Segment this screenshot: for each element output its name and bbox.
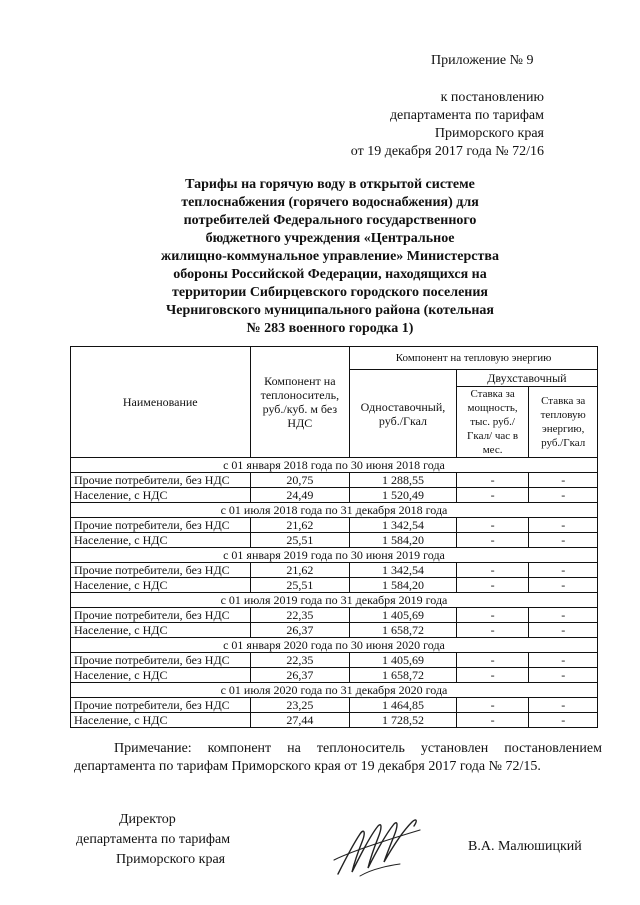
- energy-rate-value: -: [529, 698, 598, 713]
- carrier-value: 26,37: [250, 668, 350, 683]
- capacity-value: -: [456, 698, 529, 713]
- energy-rate-value: -: [529, 533, 598, 548]
- carrier-value: 27,44: [250, 713, 350, 728]
- appendix-region: Приморского края: [434, 126, 544, 141]
- header-energy: Компонент на тепловую энергию: [350, 347, 598, 370]
- consumer-name: Население, с НДС: [71, 623, 251, 638]
- period-row: [71, 638, 598, 653]
- title-line: Тарифы на горячую воду в открытой системе: [185, 177, 475, 192]
- appendix-reference: к постановлению: [440, 90, 544, 105]
- one-rate-value: 1 728,52: [350, 713, 457, 728]
- period-row: [71, 503, 598, 518]
- energy-rate-value: -: [529, 488, 598, 503]
- header-carrier: Компонент на теплоноситель, руб./куб. м без НДС: [250, 347, 350, 458]
- table-row: [71, 668, 598, 683]
- table-body: [71, 458, 598, 728]
- period-label: с 01 января 2019 года по 30 июня 2019 года: [71, 548, 598, 563]
- capacity-value: -: [456, 473, 529, 488]
- table-row: [71, 518, 598, 533]
- consumer-name: Прочие потребители, без НДС: [71, 698, 251, 713]
- carrier-value: 21,62: [250, 518, 350, 533]
- table-row: [71, 698, 598, 713]
- header-name: Наименование: [71, 347, 251, 458]
- consumer-name: Прочие потребители, без НДС: [71, 653, 251, 668]
- table-row: [71, 623, 598, 638]
- carrier-value: 25,51: [250, 578, 350, 593]
- tariff-table: [70, 346, 598, 728]
- consumer-name: Прочие потребители, без НДС: [71, 608, 251, 623]
- period-label: с 01 июля 2019 года по 31 декабря 2019 года: [71, 593, 598, 608]
- title-line: территории Сибирцевского городского поселения: [171, 285, 488, 300]
- period-row: [71, 593, 598, 608]
- signer-department: департамента по тарифам: [76, 832, 231, 847]
- table-row: [71, 473, 598, 488]
- capacity-value: -: [456, 518, 529, 533]
- one-rate-value: 1 658,72: [350, 668, 457, 683]
- one-rate-value: 1 405,69: [350, 653, 457, 668]
- consumer-name: Население, с НДС: [71, 533, 251, 548]
- energy-rate-value: -: [529, 668, 598, 683]
- table-row: [71, 563, 598, 578]
- signer-region: Приморского края: [116, 852, 226, 867]
- consumer-name: Население, с НДС: [71, 668, 251, 683]
- consumer-name: Население, с НДС: [71, 713, 251, 728]
- one-rate-value: 1 520,49: [350, 488, 457, 503]
- carrier-value: 22,35: [250, 653, 350, 668]
- consumer-name: Прочие потребители, без НДС: [71, 563, 251, 578]
- capacity-value: -: [456, 563, 529, 578]
- consumer-name: Прочие потребители, без НДС: [71, 473, 251, 488]
- header-one-rate: Одноставочный, руб./Гкал: [350, 370, 457, 458]
- carrier-value: 26,37: [250, 623, 350, 638]
- one-rate-value: 1 584,20: [350, 533, 457, 548]
- energy-rate-value: -: [529, 578, 598, 593]
- one-rate-value: 1 342,54: [350, 518, 457, 533]
- one-rate-value: 1 464,85: [350, 698, 457, 713]
- one-rate-value: 1 658,72: [350, 623, 457, 638]
- table-row: [71, 653, 598, 668]
- header-two-rate: Двухставочный: [456, 370, 597, 387]
- capacity-value: -: [456, 623, 529, 638]
- one-rate-value: 1 288,55: [350, 473, 457, 488]
- signer-position: Директор: [119, 812, 176, 827]
- consumer-name: Население, с НДС: [71, 488, 251, 503]
- period-label: с 01 января 2018 года по 30 июня 2018 года: [71, 458, 598, 473]
- energy-rate-value: -: [529, 713, 598, 728]
- header-energy-rate: Ставка за тепловую энергию, руб./Гкал: [529, 387, 598, 458]
- title-line: жилищно-коммунальное управление» Министерства: [161, 249, 499, 264]
- carrier-value: 21,62: [250, 563, 350, 578]
- capacity-value: -: [456, 488, 529, 503]
- capacity-value: -: [456, 578, 529, 593]
- carrier-value: 22,35: [250, 608, 350, 623]
- handwritten-signature: [330, 812, 425, 882]
- capacity-value: -: [456, 608, 529, 623]
- energy-rate-value: -: [529, 623, 598, 638]
- consumer-name: Население, с НДС: [71, 578, 251, 593]
- carrier-value: 24,49: [250, 488, 350, 503]
- note: Примечание: компонент на теплоноситель установлен постановлением департамента по тарифам Приморского края от 19 декабря 2017 года № 72/15.: [74, 741, 602, 774]
- title-line: потребителей Федерального государственного: [183, 213, 477, 228]
- title-line: № 283 военного городка 1): [246, 321, 414, 336]
- table-row: [71, 533, 598, 548]
- document-title: [120, 176, 540, 338]
- table-row: [71, 713, 598, 728]
- energy-rate-value: -: [529, 563, 598, 578]
- capacity-value: -: [456, 713, 529, 728]
- energy-rate-value: -: [529, 608, 598, 623]
- consumer-name: Прочие потребители, без НДС: [71, 518, 251, 533]
- capacity-value: -: [456, 653, 529, 668]
- title-line: обороны Российской Федерации, находящихся на: [173, 267, 487, 282]
- carrier-value: 25,51: [250, 533, 350, 548]
- title-line: теплоснабжения (горячего водоснабжения) для: [181, 195, 479, 210]
- one-rate-value: 1 584,20: [350, 578, 457, 593]
- energy-rate-value: -: [529, 518, 598, 533]
- appendix-title: Приложение № 9: [431, 53, 534, 68]
- title-line: бюджетного учреждения «Центральное: [205, 231, 455, 246]
- carrier-value: 20,75: [250, 473, 350, 488]
- period-row: [71, 548, 598, 563]
- period-label: с 01 января 2020 года по 30 июня 2020 года: [71, 638, 598, 653]
- period-label: с 01 июля 2020 года по 31 декабря 2020 года: [71, 683, 598, 698]
- one-rate-value: 1 405,69: [350, 608, 457, 623]
- period-row: [71, 683, 598, 698]
- capacity-value: -: [456, 668, 529, 683]
- capacity-value: -: [456, 533, 529, 548]
- header-capacity: Ставка за мощность, тыс. руб./Гкал/ час в мес.: [456, 387, 529, 458]
- carrier-value: 23,25: [250, 698, 350, 713]
- table-row: [71, 608, 598, 623]
- title-line: Черниговского муниципального района (котельная: [166, 303, 494, 318]
- table-row: [71, 488, 598, 503]
- energy-rate-value: -: [529, 473, 598, 488]
- table-row: [71, 578, 598, 593]
- appendix-department: департамента по тарифам: [389, 108, 544, 123]
- one-rate-value: 1 342,54: [350, 563, 457, 578]
- period-row: [71, 458, 598, 473]
- period-label: с 01 июля 2018 года по 31 декабря 2018 года: [71, 503, 598, 518]
- signer-name: В.А. Малюшицкий: [468, 839, 582, 854]
- energy-rate-value: -: [529, 653, 598, 668]
- appendix-date: от 19 декабря 2017 года № 72/16: [350, 144, 544, 159]
